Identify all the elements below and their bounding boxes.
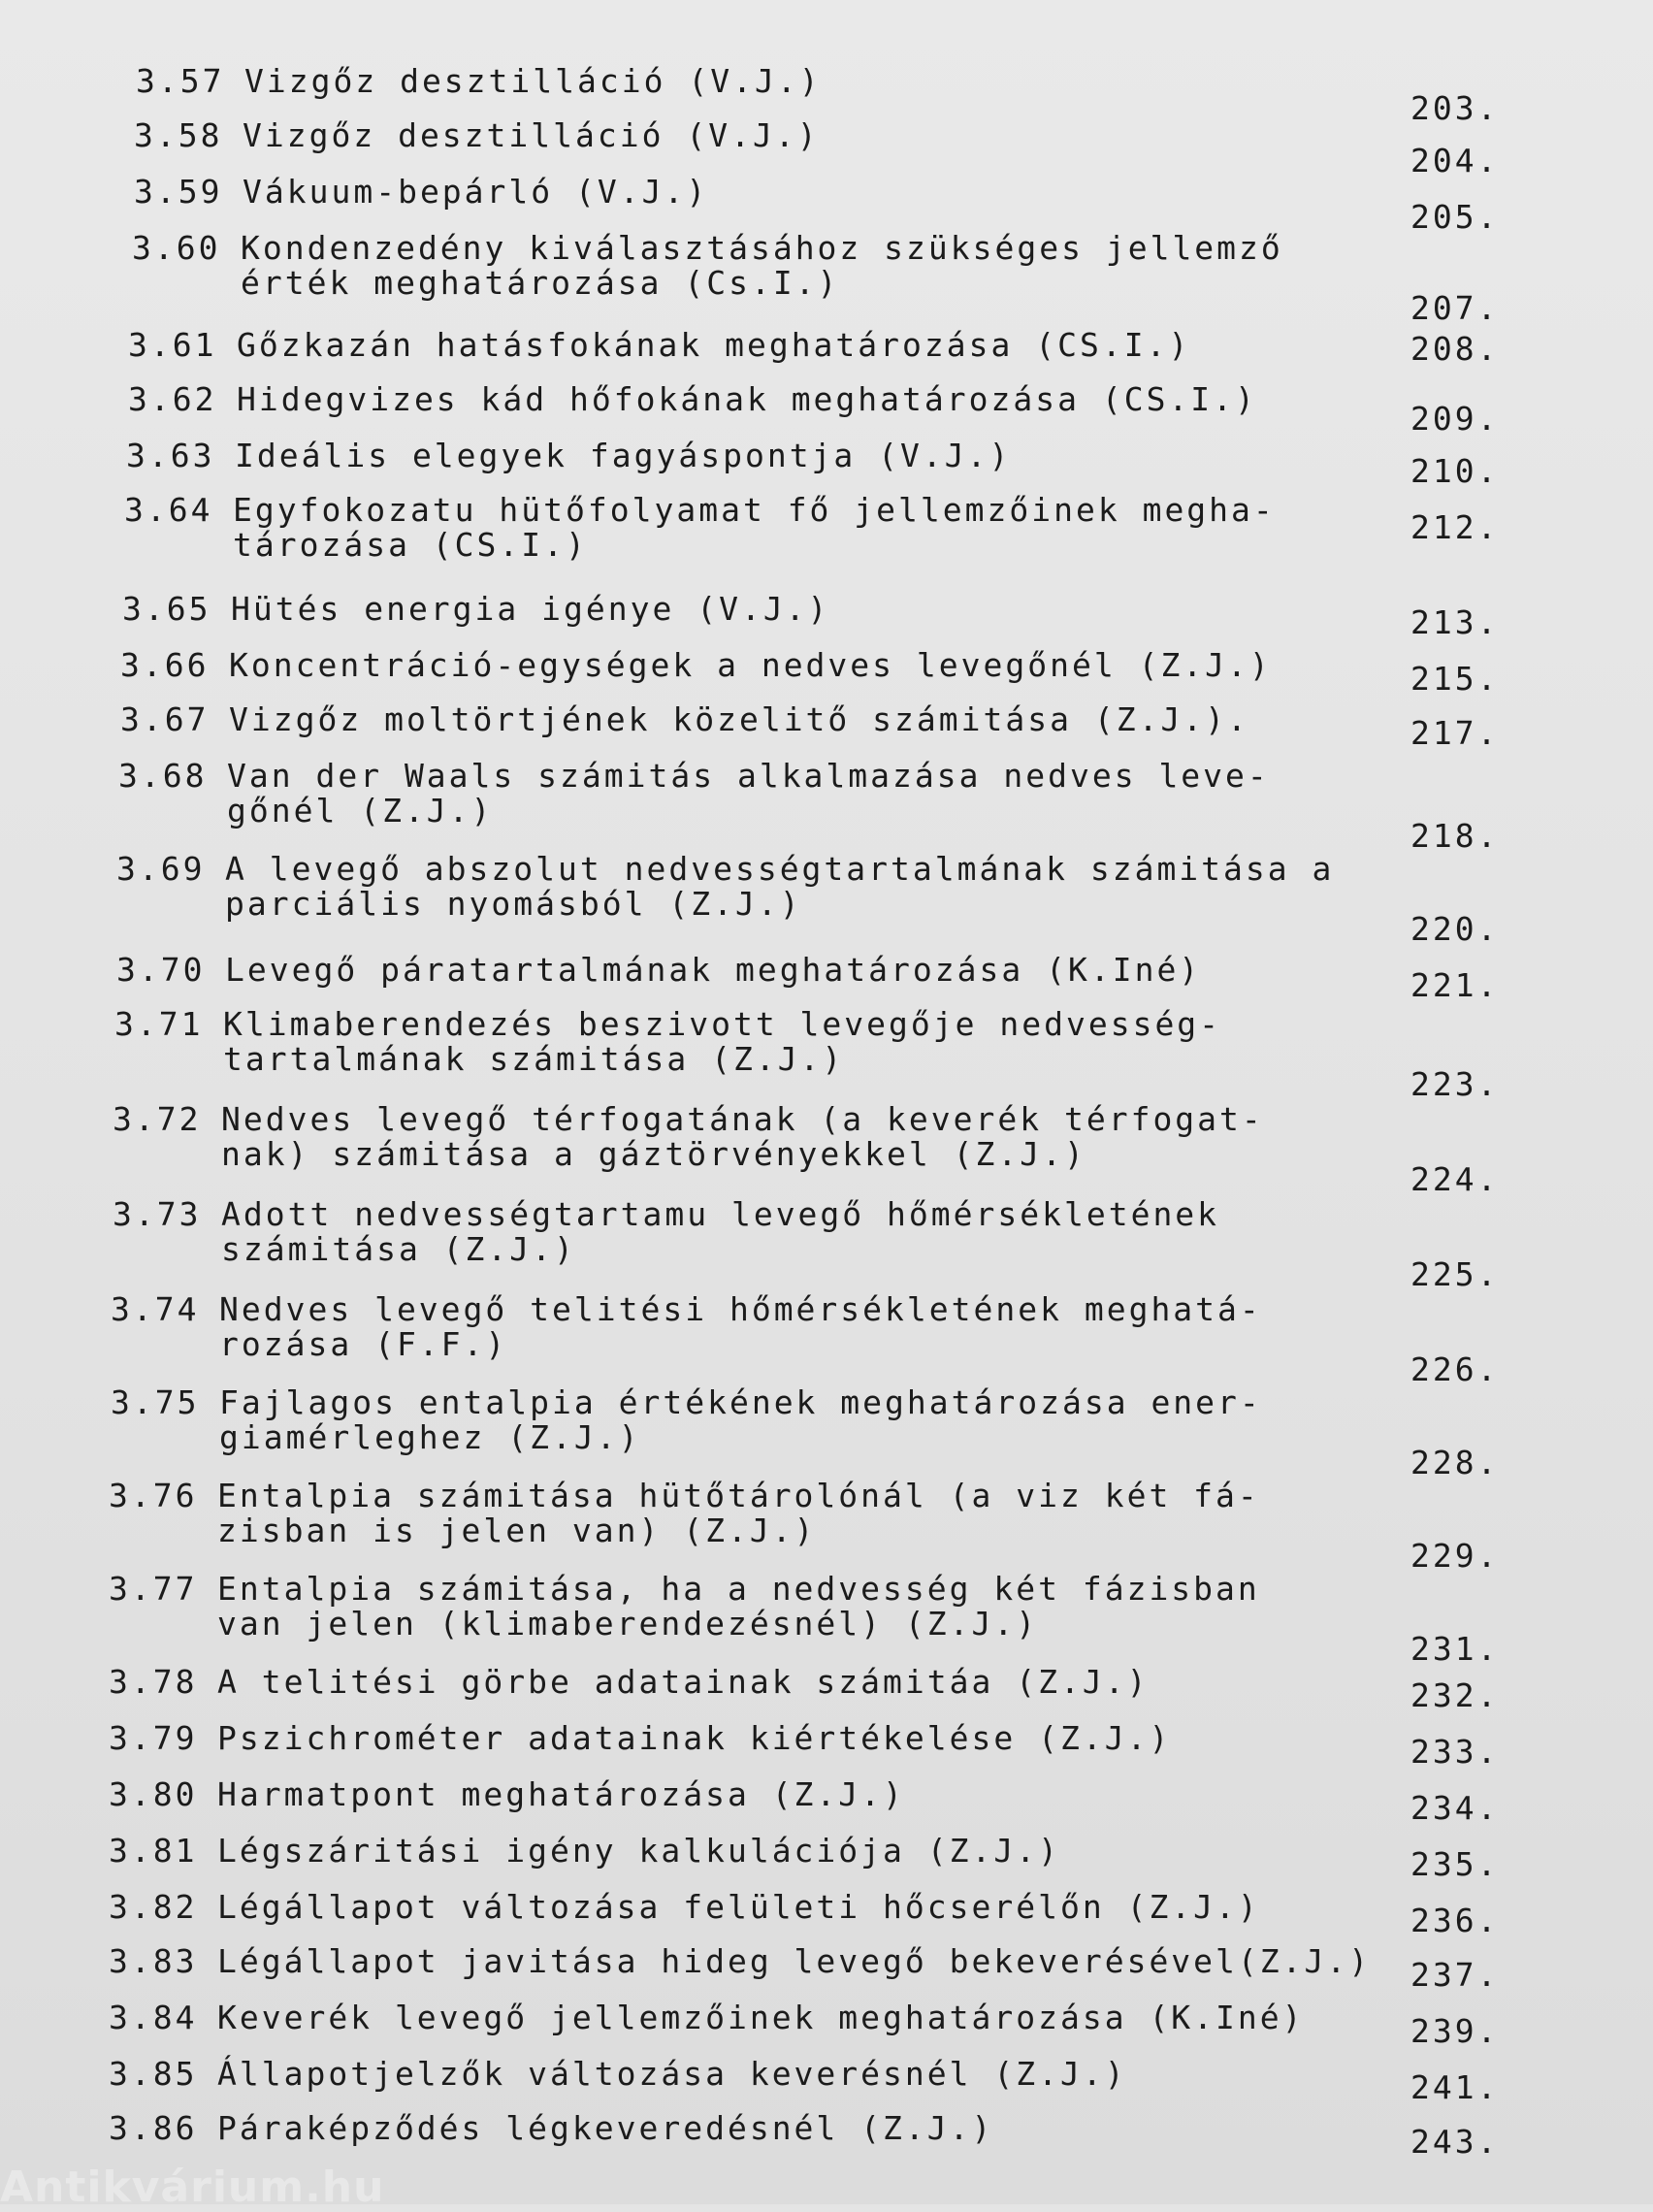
entry-page-number: 218. bbox=[1410, 817, 1500, 855]
entry-number: 3.81 bbox=[109, 1832, 198, 1870]
entry-number: 3.65 bbox=[122, 590, 211, 628]
entry-title: Légszáritási igény kalkulációja (Z.J.) bbox=[217, 1832, 1060, 1870]
entry-page-number: 235. bbox=[1410, 1845, 1500, 1883]
entry-title: Keverék levegő jellemzőinek meghatározása (K.Iné) bbox=[217, 1999, 1305, 2036]
entry-number: 3.57 bbox=[136, 62, 225, 100]
entry-number: 3.72 bbox=[113, 1100, 202, 1138]
entry-page-number: 224. bbox=[1410, 1160, 1500, 1198]
entry-number: 3.64 bbox=[124, 491, 213, 529]
entry-title: Van der Waals számitás alkalmazása nedves leve- gőnél (Z.J.) bbox=[227, 757, 1270, 830]
entry-number: 3.63 bbox=[126, 437, 215, 474]
entry-title: Fajlagos entalpia értékének meghatározása ener- giamérleghez (Z.J.) bbox=[219, 1383, 1262, 1456]
entry-title: A telitési görbe adatainak számitáa (Z.J.) bbox=[217, 1663, 1150, 1701]
entry-number: 3.70 bbox=[116, 951, 206, 989]
entry-title: Kondenzedény kiválasztásához szükséges jellemző érték meghatározása (Cs.I.) bbox=[241, 229, 1283, 302]
entry-page-number: 203. bbox=[1410, 89, 1500, 127]
entry-page-number: 225. bbox=[1410, 1255, 1500, 1293]
entry-number: 3.80 bbox=[109, 1775, 198, 1813]
entry-number: 3.69 bbox=[116, 850, 206, 888]
entry-title: Vákuum-bepárló (V.J.) bbox=[243, 173, 709, 211]
entry-number: 3.78 bbox=[109, 1663, 198, 1701]
entry-title: Gőzkazán hatásfokának meghatározása (CS.I.) bbox=[237, 326, 1191, 364]
entry-title: Páraképződés légkeveredésnél (Z.J.) bbox=[217, 2109, 994, 2147]
entry-page-number: 212. bbox=[1410, 508, 1500, 546]
entry-number: 3.67 bbox=[120, 700, 210, 738]
entry-title: Harmatpont meghatározása (Z.J.) bbox=[217, 1775, 905, 1813]
entry-title: Légállapot javitása hideg levegő bekeverésével(Z.J.) bbox=[217, 1942, 1372, 1980]
entry-page-number: 236. bbox=[1410, 1902, 1500, 1939]
entry-title: Klimaberendezés beszivott levegője nedvesség- tartalmának számitása (Z.J.) bbox=[223, 1005, 1222, 1078]
entry-page-number: 231. bbox=[1410, 1630, 1500, 1668]
entry-number: 3.76 bbox=[109, 1477, 198, 1514]
entry-page-number: 226. bbox=[1410, 1350, 1500, 1388]
entry-number: 3.66 bbox=[120, 646, 210, 684]
entry-page-number: 232. bbox=[1410, 1676, 1500, 1714]
entry-title: Légállapot változása felületi hőcserélőn (Z.J.) bbox=[217, 1888, 1260, 1926]
entry-title: Ideális elegyek fagyáspontja (V.J.) bbox=[235, 437, 1012, 474]
entry-page-number: 210. bbox=[1410, 452, 1500, 490]
entry-title: A levegő abszolut nedvességtartalmának számitása a parciális nyomásból (Z.J.) bbox=[225, 850, 1335, 923]
entry-number: 3.77 bbox=[109, 1570, 198, 1608]
entry-title: Hütés energia igénye (V.J.) bbox=[231, 590, 830, 628]
entry-title: Vizgőz desztilláció (V.J.) bbox=[243, 116, 820, 154]
entry-page-number: 205. bbox=[1410, 198, 1500, 236]
entry-number: 3.58 bbox=[134, 116, 223, 154]
entry-page-number: 221. bbox=[1410, 966, 1500, 1004]
entry-number: 3.68 bbox=[118, 757, 208, 795]
entry-number: 3.60 bbox=[132, 229, 221, 267]
entry-page-number: 237. bbox=[1410, 1956, 1500, 1994]
entry-title: Pszichrométer adatainak kiértékelése (Z.J.) bbox=[217, 1719, 1172, 1757]
entry-title: Nedves levegő telitési hőmérsékletének meghatá- rozása (F.F.) bbox=[219, 1290, 1262, 1363]
entry-number: 3.83 bbox=[109, 1942, 198, 1980]
entry-title: Adott nedvességtartamu levegő hőmérsékletének számitása (Z.J.) bbox=[221, 1195, 1220, 1268]
entry-page-number: 223. bbox=[1410, 1065, 1500, 1103]
entry-title: Egyfokozatu hütőfolyamat fő jellemzőinek megha- tározása (CS.I.) bbox=[233, 491, 1276, 564]
entry-number: 3.62 bbox=[128, 380, 217, 418]
entry-number: 3.84 bbox=[109, 1999, 198, 2036]
entry-page-number: 204. bbox=[1410, 142, 1500, 179]
entry-page-number: 243. bbox=[1410, 2123, 1500, 2161]
entry-page-number: 239. bbox=[1410, 2012, 1500, 2050]
entry-number: 3.86 bbox=[109, 2109, 198, 2147]
entry-page-number: 229. bbox=[1410, 1537, 1500, 1575]
entry-page-number: 220. bbox=[1410, 910, 1500, 948]
entry-number: 3.75 bbox=[111, 1383, 200, 1421]
entry-page-number: 213. bbox=[1410, 603, 1500, 641]
entry-title: Vizgőz moltörtjének közelitő számitása (Z.J.). bbox=[229, 700, 1249, 738]
entry-page-number: 233. bbox=[1410, 1733, 1500, 1771]
entry-number: 3.74 bbox=[111, 1290, 200, 1328]
entry-title: Állapotjelzők változása keverésnél (Z.J.) bbox=[217, 2055, 1127, 2093]
entry-number: 3.79 bbox=[109, 1719, 198, 1757]
entry-title: Hidegvizes kád hőfokának meghatározása (CS.I.) bbox=[237, 380, 1257, 418]
entry-title: Entalpia számitása hütőtárolónál (a viz két fá- zisban is jelen van) (Z.J.) bbox=[217, 1477, 1260, 1549]
entry-page-number: 209. bbox=[1410, 400, 1500, 438]
entry-title: Nedves levegő térfogatának (a keverék térfogat- nak) számitása a gáztörvényekkel (Z.J.) bbox=[221, 1100, 1264, 1173]
entry-page-number: 215. bbox=[1410, 660, 1500, 698]
entry-page-number: 207. bbox=[1410, 289, 1500, 327]
entry-number: 3.85 bbox=[109, 2055, 198, 2093]
entry-title: Entalpia számitása, ha a nedvesség két fázisban van jelen (klimaberendezésnél) (Z.J.) bbox=[217, 1570, 1260, 1643]
entry-page-number: 241. bbox=[1410, 2068, 1500, 2106]
entry-page-number: 217. bbox=[1410, 714, 1500, 752]
entry-number: 3.59 bbox=[134, 173, 223, 211]
entry-number: 3.61 bbox=[128, 326, 217, 364]
entry-number: 3.73 bbox=[113, 1195, 202, 1233]
entry-page-number: 228. bbox=[1410, 1444, 1500, 1481]
entry-page-number: 208. bbox=[1410, 330, 1500, 368]
entry-number: 3.82 bbox=[109, 1888, 198, 1926]
entry-title: Levegő páratartalmának meghatározása (K.Iné) bbox=[225, 951, 1202, 989]
entry-number: 3.71 bbox=[114, 1005, 204, 1043]
entry-page-number: 234. bbox=[1410, 1789, 1500, 1827]
entry-title: Koncentráció-egységek a nedves levegőnél (Z.J.) bbox=[229, 646, 1272, 684]
entry-title: Vizgőz desztilláció (V.J.) bbox=[244, 62, 822, 100]
watermark: Antikvárium.hu bbox=[0, 2163, 385, 2212]
